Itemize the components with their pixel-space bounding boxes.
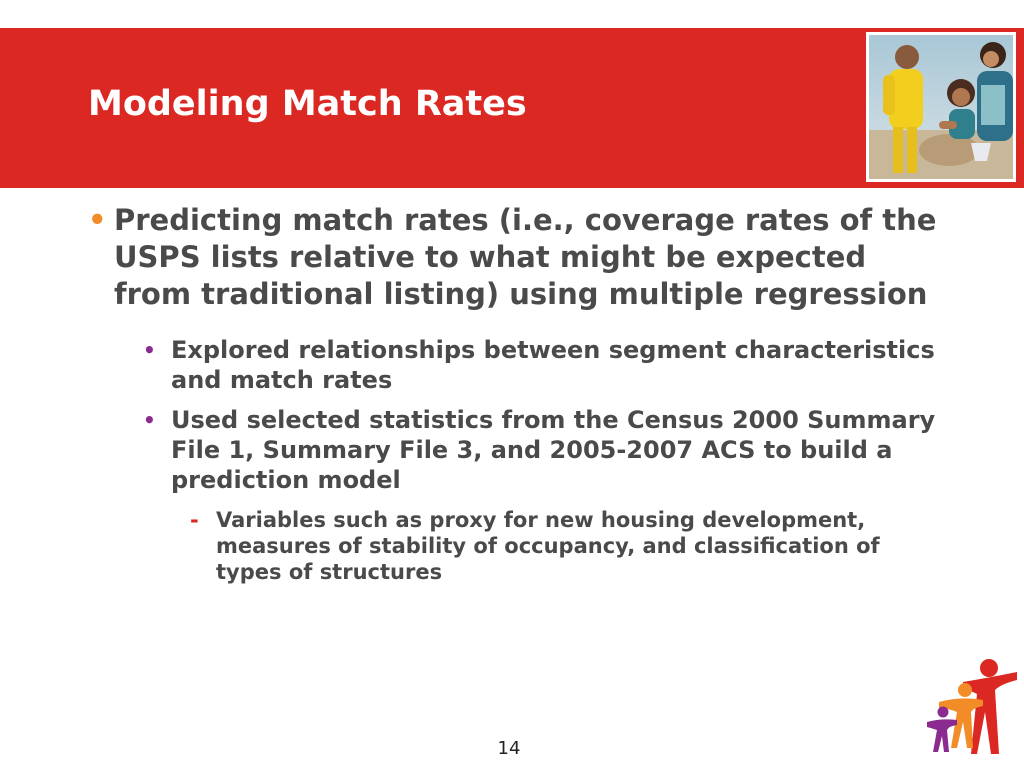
bullet-level2-text: Used selected statistics from the Census 2000 Summary File 1, Summary File 3, and 2005-2007 ACS to build a prediction model xyxy=(171,406,936,494)
top-strip xyxy=(0,0,1024,28)
orange-bullet-icon: • xyxy=(88,203,107,237)
bullet-level2 xyxy=(143,405,948,495)
dash-bullet-icon: - xyxy=(190,508,199,532)
bullet-content xyxy=(88,202,948,585)
bullet-level2-text: Explored relationships between segment characteristics and match rates xyxy=(171,336,935,394)
bullet-level3-text: Variables such as proxy for new housing development, measures of stability of occupancy, and classification of types of structures xyxy=(216,508,880,584)
bullet-level3 xyxy=(190,507,948,585)
purple-bullet-icon: • xyxy=(143,408,156,432)
bullet-level2 xyxy=(143,335,948,395)
bullet-level1-text: Predicting match rates (i.e., coverage rates of the USPS lists relative to what might be expected from traditional listing) using multiple regression xyxy=(114,203,937,311)
children-at-beach-photo xyxy=(866,32,1016,182)
page-number: 14 xyxy=(497,738,521,759)
family-figures-logo-icon xyxy=(925,656,1021,760)
purple-bullet-icon: • xyxy=(143,338,156,362)
bullet-level1 xyxy=(88,202,948,313)
slide-title: Modeling Match Rates xyxy=(88,84,527,124)
photo-image xyxy=(869,35,1013,179)
